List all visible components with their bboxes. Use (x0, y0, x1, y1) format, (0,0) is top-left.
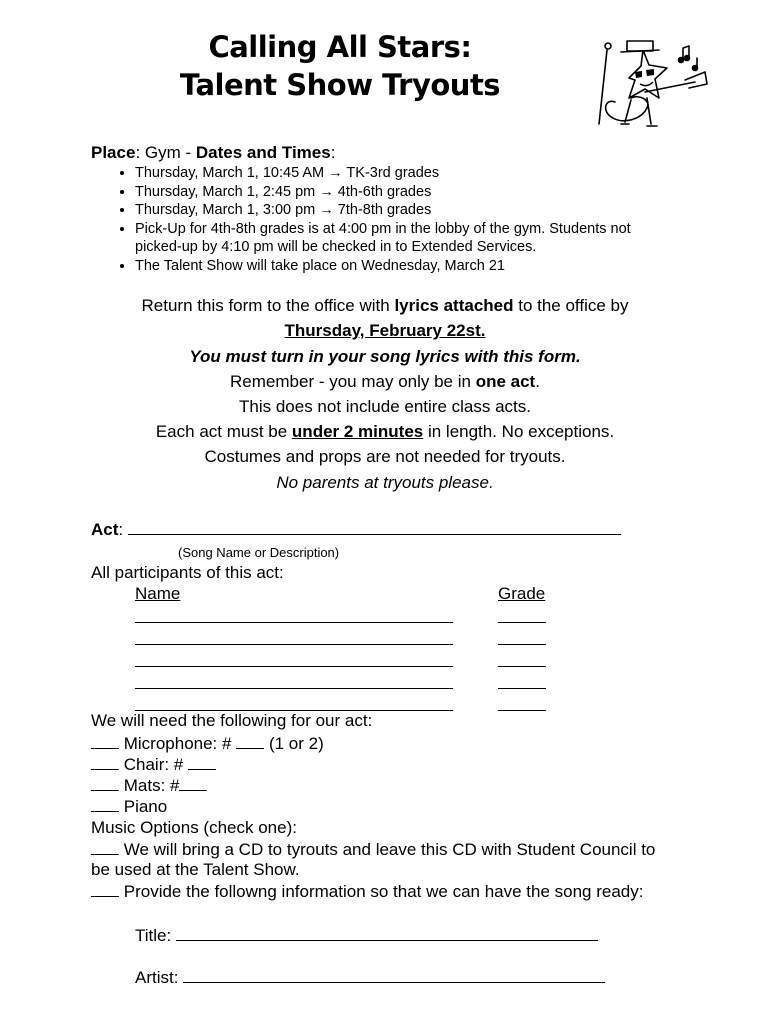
chair-check[interactable] (91, 753, 119, 770)
song-title-input[interactable] (176, 924, 598, 941)
participant-grade-input[interactable] (498, 628, 546, 651)
participant-grade-input[interactable] (498, 606, 546, 629)
schedule-item: • Thursday, March 1, 3:00 pm → 7th-8th grades (135, 201, 680, 220)
one-act-rule: Remember - you may only be in one act. (230, 372, 540, 391)
cd-option-row: We will bring a CD to tyrouts and leave this CD with Student Council to (91, 838, 655, 861)
return-instruction: Return this form to the office with lyrics attached to the office by (141, 296, 629, 315)
no-parents-note: No parents at tryouts please. (276, 473, 494, 492)
place-and-dates-line: Place: Gym - Dates and Times: (91, 143, 336, 162)
microphone-count-input[interactable] (236, 732, 264, 749)
grade-header: Grade (498, 584, 546, 603)
needs-label: We will need the following for our act: (91, 711, 373, 730)
piano-row: Piano (91, 795, 167, 818)
lyrics-note: You must turn in your song lyrics with this form. (189, 347, 581, 366)
dates-label: Dates and Times (195, 143, 331, 162)
participant-grade-input[interactable] (498, 694, 546, 717)
participant-name-input[interactable] (135, 606, 453, 629)
act-row: Act: (91, 518, 621, 541)
microphone-check[interactable] (91, 732, 119, 749)
participant-grade-input[interactable] (498, 672, 546, 695)
mats-check[interactable] (91, 774, 119, 791)
schedule-item: • Thursday, March 1, 2:45 pm → 4th-6th grades (135, 183, 680, 202)
participant-name-input[interactable] (135, 628, 453, 651)
song-title-row: Title: (135, 924, 598, 947)
schedule-list (110, 164, 680, 275)
length-rule: Each act must be under 2 minutes in length. No exceptions. (155, 422, 615, 441)
participant-name-input[interactable] (135, 672, 453, 695)
music-options-label: Music Options (check one): (91, 818, 297, 837)
cd-option-row-continued: be used at the Talent Show. (91, 860, 300, 879)
act-label: Act (91, 520, 119, 539)
mats-count-input[interactable] (179, 774, 207, 791)
act-input[interactable] (128, 518, 621, 535)
schedule-item: • The Talent Show will take place on Wednesday, March 21 (135, 257, 680, 276)
place-label: Place (91, 143, 136, 162)
deadline: Thursday, February 22st. (284, 321, 486, 340)
microphone-row: Microphone: # (1 or 2) (91, 732, 324, 755)
act-hint: (Song Name or Description) (178, 545, 340, 560)
mats-row: Mats: # (91, 774, 207, 797)
page-title-line-1: Calling All Stars: (208, 30, 472, 64)
song-artist-row: Artist: (135, 966, 605, 989)
place-value: Gym (144, 143, 181, 162)
participants-label: All participants of this act: (91, 563, 284, 582)
chair-row: Chair: # (91, 753, 216, 776)
name-header: Name (135, 584, 181, 603)
schedule-item: • Pick-Up for 4th-8th grades is at 4:00 pm in the lobby of the gym. Students not picked-up by 4:10 pm will be checked in to Extended Services. (135, 220, 680, 257)
info-option-row: Provide the followng information so that we can have the song ready: (91, 880, 644, 903)
class-acts-note: This does not include entire class acts. (239, 397, 531, 416)
piano-check[interactable] (91, 795, 119, 812)
participant-grade-input[interactable] (498, 650, 546, 673)
info-option-check[interactable] (91, 880, 119, 897)
cd-option-check[interactable] (91, 838, 119, 855)
costumes-note: Costumes and props are not needed for tryouts. (204, 447, 566, 466)
schedule-item: • Thursday, March 1, 10:45 AM → TK-3rd grades (135, 164, 680, 183)
song-artist-input[interactable] (183, 966, 605, 983)
star-guitar-clipart-icon (585, 32, 711, 132)
participant-name-input[interactable] (135, 650, 453, 673)
page-title-line-2: Talent Show Tryouts (179, 68, 501, 102)
chair-count-input[interactable] (188, 753, 216, 770)
